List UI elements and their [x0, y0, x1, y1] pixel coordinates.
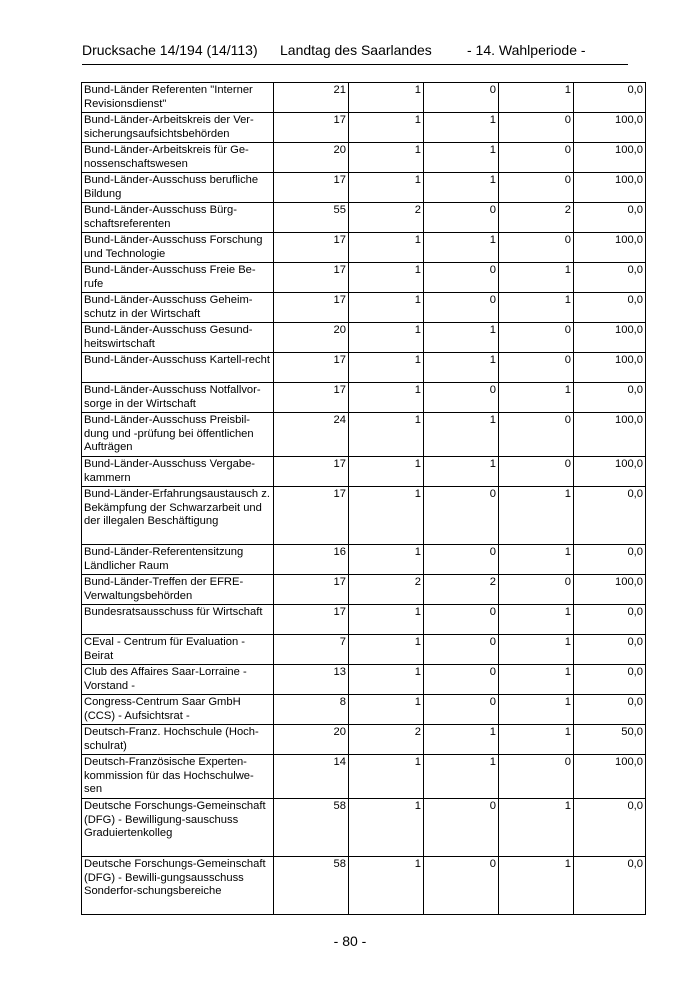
row-percent-cell: 0,0	[574, 203, 646, 233]
row-count-a-cell: 1	[349, 695, 424, 725]
row-name-cell: Bund-Länder-Ausschuss Preisbil-dung und -prüfung bei öffentlichen Aufträgen	[82, 413, 274, 457]
row-count-a-cell: 1	[349, 457, 424, 487]
row-name-cell: Bund-Länder-Ausschuss Notfallvor-sorge in der Wirtschaft	[82, 383, 274, 413]
row-count-c-cell: 1	[499, 635, 574, 665]
row-name-cell: Deutsch-Französische Experten-kommission für das Hochschulwe-sen	[82, 755, 274, 799]
row-total-cell: 20	[274, 725, 349, 755]
row-count-c-cell: 0	[499, 413, 574, 457]
row-count-a-cell: 1	[349, 293, 424, 323]
row-count-b-cell: 1	[424, 755, 499, 799]
row-total-cell: 17	[274, 605, 349, 635]
row-count-c-cell: 1	[499, 695, 574, 725]
row-count-b-cell: 1	[424, 413, 499, 457]
row-name-cell: Deutsch-Franz. Hochschule (Hoch-schulrat)	[82, 725, 274, 755]
row-total-cell: 58	[274, 857, 349, 915]
row-count-a-cell: 1	[349, 665, 424, 695]
row-count-b-cell: 0	[424, 487, 499, 545]
row-name-cell: Bund-Länder-Treffen der EFRE-Verwaltungsbehörden	[82, 575, 274, 605]
row-total-cell: 17	[274, 457, 349, 487]
table-row	[82, 263, 646, 293]
row-count-a-cell: 1	[349, 383, 424, 413]
row-count-a-cell: 1	[349, 755, 424, 799]
row-percent-cell: 0,0	[574, 263, 646, 293]
row-count-b-cell: 0	[424, 83, 499, 113]
table-row	[82, 575, 646, 605]
row-count-c-cell: 1	[499, 263, 574, 293]
row-count-c-cell: 0	[499, 353, 574, 383]
row-count-c-cell: 1	[499, 605, 574, 635]
row-count-c-cell: 0	[499, 457, 574, 487]
row-total-cell: 14	[274, 755, 349, 799]
row-count-c-cell: 2	[499, 203, 574, 233]
row-count-a-cell: 1	[349, 487, 424, 545]
row-percent-cell: 100,0	[574, 575, 646, 605]
row-count-a-cell: 1	[349, 413, 424, 457]
row-count-b-cell: 0	[424, 799, 499, 857]
row-total-cell: 17	[274, 113, 349, 143]
row-count-c-cell: 1	[499, 725, 574, 755]
row-count-c-cell: 0	[499, 575, 574, 605]
row-count-a-cell: 1	[349, 233, 424, 263]
row-count-b-cell: 0	[424, 665, 499, 695]
row-count-c-cell: 1	[499, 799, 574, 857]
table-row	[82, 695, 646, 725]
header-document-number: Drucksache 14/194 (14/113)	[82, 42, 258, 58]
row-total-cell: 21	[274, 83, 349, 113]
row-count-b-cell: 1	[424, 233, 499, 263]
row-count-c-cell: 1	[499, 293, 574, 323]
row-name-cell: Congress-Centrum Saar GmbH (CCS) - Aufsichtsrat -	[82, 695, 274, 725]
row-count-b-cell: 1	[424, 725, 499, 755]
table-row	[82, 293, 646, 323]
row-percent-cell: 100,0	[574, 323, 646, 353]
row-count-c-cell: 0	[499, 143, 574, 173]
row-percent-cell: 0,0	[574, 487, 646, 545]
table-row	[82, 725, 646, 755]
row-count-b-cell: 1	[424, 173, 499, 203]
row-percent-cell: 0,0	[574, 383, 646, 413]
row-name-cell: Club des Affaires Saar-Lorraine - Vorstand -	[82, 665, 274, 695]
row-percent-cell: 0,0	[574, 695, 646, 725]
committee-table-body	[82, 83, 646, 915]
table-row	[82, 143, 646, 173]
row-percent-cell: 0,0	[574, 665, 646, 695]
row-count-b-cell: 1	[424, 113, 499, 143]
row-count-c-cell: 1	[499, 383, 574, 413]
row-name-cell: Bund-Länder-Ausschuss Kartell-recht	[82, 353, 274, 383]
committee-table	[81, 82, 646, 915]
row-percent-cell: 0,0	[574, 83, 646, 113]
row-percent-cell: 50,0	[574, 725, 646, 755]
row-count-b-cell: 0	[424, 605, 499, 635]
row-count-a-cell: 1	[349, 799, 424, 857]
page-number: - 80 -	[333, 933, 367, 949]
table-row	[82, 457, 646, 487]
row-count-a-cell: 2	[349, 575, 424, 605]
row-name-cell: Bund-Länder-Referentensitzung Ländlicher Raum	[82, 545, 274, 575]
row-count-c-cell: 1	[499, 487, 574, 545]
row-total-cell: 17	[274, 353, 349, 383]
row-count-b-cell: 0	[424, 695, 499, 725]
header-parliament: Landtag des Saarlandes	[280, 42, 432, 58]
row-percent-cell: 0,0	[574, 799, 646, 857]
row-count-b-cell: 1	[424, 323, 499, 353]
row-count-c-cell: 1	[499, 857, 574, 915]
row-name-cell: CEval - Centrum für Evaluation - Beirat	[82, 635, 274, 665]
row-total-cell: 17	[274, 233, 349, 263]
row-total-cell: 17	[274, 293, 349, 323]
row-count-b-cell: 0	[424, 293, 499, 323]
row-count-a-cell: 1	[349, 635, 424, 665]
row-count-a-cell: 1	[349, 857, 424, 915]
table-row	[82, 799, 646, 857]
row-total-cell: 7	[274, 635, 349, 665]
table-row	[82, 83, 646, 113]
row-count-b-cell: 0	[424, 545, 499, 575]
row-percent-cell: 0,0	[574, 545, 646, 575]
row-total-cell: 58	[274, 799, 349, 857]
row-name-cell: Bund-Länder-Erfahrungsaustausch z. Bekämpfung der Schwarzarbeit und der illegalen Beschäftigung	[82, 487, 274, 545]
header-legislative-period: - 14. Wahlperiode -	[467, 42, 586, 58]
row-count-b-cell: 0	[424, 383, 499, 413]
row-total-cell: 20	[274, 143, 349, 173]
row-count-a-cell: 1	[349, 113, 424, 143]
row-name-cell: Bund-Länder Referenten "Interner Revisionsdienst"	[82, 83, 274, 113]
row-count-b-cell: 1	[424, 353, 499, 383]
row-name-cell: Bund-Länder-Ausschuss Vergabe-kammern	[82, 457, 274, 487]
row-count-a-cell: 1	[349, 353, 424, 383]
row-name-cell: Deutsche Forschungs-Gemeinschaft (DFG) - Bewilligung-sauschuss Graduiertenkolleg	[82, 799, 274, 857]
row-percent-cell: 100,0	[574, 143, 646, 173]
table-row	[82, 383, 646, 413]
row-percent-cell: 100,0	[574, 233, 646, 263]
table-row	[82, 173, 646, 203]
row-name-cell: Bundesratsausschuss für Wirtschaft	[82, 605, 274, 635]
row-count-c-cell: 0	[499, 173, 574, 203]
table-row	[82, 323, 646, 353]
row-percent-cell: 100,0	[574, 457, 646, 487]
row-count-b-cell: 2	[424, 575, 499, 605]
row-total-cell: 55	[274, 203, 349, 233]
row-count-a-cell: 1	[349, 545, 424, 575]
row-count-a-cell: 1	[349, 323, 424, 353]
row-name-cell: Bund-Länder-Ausschuss berufliche Bildung	[82, 173, 274, 203]
row-count-b-cell: 0	[424, 857, 499, 915]
row-count-a-cell: 1	[349, 143, 424, 173]
table-row	[82, 203, 646, 233]
table-row	[82, 487, 646, 545]
row-count-b-cell: 0	[424, 203, 499, 233]
table-row	[82, 635, 646, 665]
row-count-a-cell: 1	[349, 605, 424, 635]
row-percent-cell: 0,0	[574, 293, 646, 323]
table-row	[82, 353, 646, 383]
row-total-cell: 13	[274, 665, 349, 695]
row-total-cell: 24	[274, 413, 349, 457]
row-percent-cell: 100,0	[574, 755, 646, 799]
row-count-c-cell: 1	[499, 545, 574, 575]
row-name-cell: Bund-Länder-Ausschuss Bürg-schaftsreferenten	[82, 203, 274, 233]
row-name-cell: Bund-Länder-Arbeitskreis für Ge-nossenschaftswesen	[82, 143, 274, 173]
row-count-b-cell: 0	[424, 635, 499, 665]
row-total-cell: 17	[274, 487, 349, 545]
row-count-c-cell: 0	[499, 323, 574, 353]
table-row	[82, 413, 646, 457]
table-row	[82, 857, 646, 915]
row-total-cell: 20	[274, 323, 349, 353]
table-row	[82, 545, 646, 575]
table-row	[82, 755, 646, 799]
row-name-cell: Bund-Länder-Ausschuss Forschung und Technologie	[82, 233, 274, 263]
row-count-b-cell: 1	[424, 143, 499, 173]
row-name-cell: Bund-Länder-Ausschuss Gesund-heitswirtschaft	[82, 323, 274, 353]
row-count-c-cell: 1	[499, 665, 574, 695]
row-total-cell: 8	[274, 695, 349, 725]
row-percent-cell: 100,0	[574, 413, 646, 457]
table-row	[82, 665, 646, 695]
row-percent-cell: 0,0	[574, 635, 646, 665]
row-count-b-cell: 1	[424, 457, 499, 487]
row-total-cell: 17	[274, 383, 349, 413]
row-total-cell: 17	[274, 173, 349, 203]
row-name-cell: Bund-Länder-Ausschuss Geheim-schutz in der Wirtschaft	[82, 293, 274, 323]
row-percent-cell: 0,0	[574, 605, 646, 635]
row-total-cell: 17	[274, 263, 349, 293]
table-row	[82, 605, 646, 635]
row-percent-cell: 0,0	[574, 857, 646, 915]
row-count-c-cell: 0	[499, 233, 574, 263]
row-total-cell: 17	[274, 575, 349, 605]
row-percent-cell: 100,0	[574, 113, 646, 143]
row-count-a-cell: 2	[349, 725, 424, 755]
row-count-a-cell: 1	[349, 173, 424, 203]
row-count-c-cell: 1	[499, 83, 574, 113]
row-count-c-cell: 0	[499, 755, 574, 799]
table-row	[82, 113, 646, 143]
row-count-c-cell: 0	[499, 113, 574, 143]
row-name-cell: Bund-Länder-Ausschuss Freie Be-rufe	[82, 263, 274, 293]
table-row	[82, 233, 646, 263]
page-header	[82, 40, 628, 65]
row-count-b-cell: 0	[424, 263, 499, 293]
row-count-a-cell: 2	[349, 203, 424, 233]
row-percent-cell: 100,0	[574, 173, 646, 203]
row-name-cell: Deutsche Forschungs-Gemeinschaft (DFG) - Bewilli-gungsausschuss Sonderfor-schungsbereiche	[82, 857, 274, 915]
row-total-cell: 16	[274, 545, 349, 575]
row-percent-cell: 100,0	[574, 353, 646, 383]
row-count-a-cell: 1	[349, 263, 424, 293]
row-name-cell: Bund-Länder-Arbeitskreis der Ver-sicherungsaufsichtsbehörden	[82, 113, 274, 143]
row-count-a-cell: 1	[349, 83, 424, 113]
